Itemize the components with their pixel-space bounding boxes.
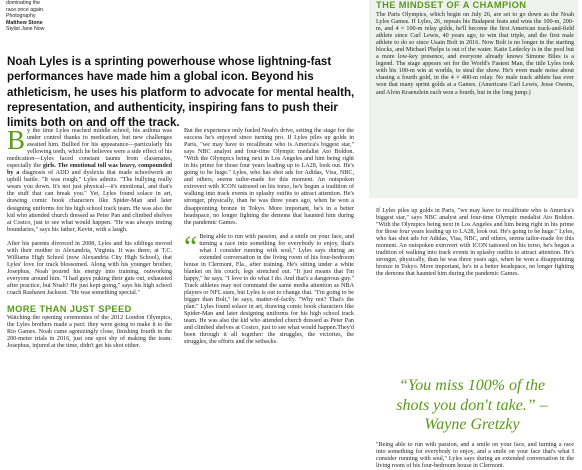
- col2-paragraph-2: [184, 229, 354, 347]
- col1-paragraph-1: [7, 125, 173, 234]
- col3-paragraph-1: If Lyles piles up golds in Paris, "we may have to recalibrate who is America's biggest star," says NBC analyst and four-time Olympic medalist Ato Boldon. "With the Olympics being next in Los Angeles and him being right in his prime for those four years leading up to LA28, look out. He's going to be huge." Lyles, who has shot ads for Adidas, Visa, NBC, and others, seems tailor-made for this moment. An outspoken extrovert with ICON tattooed on his torso, he's begun a tradition of walking into track events in splashy outfits to attract attention. He's stronger, physically, than he was three years ago, when he won a disappointing bronze in Tokyo. More important, he's in a better headspace, no longer fighting the demons that haunted him during the pandemic Games.: [376, 208, 574, 278]
- stylist-name: Stylist Jane Now: [6, 26, 45, 33]
- caption-line-2: race once again.: [6, 6, 45, 13]
- intro-paragraph: Noah Lyles is a sprinting powerhouse whose lightning-fast performances have made him a global icon. Beyond his athleticism, he uses his platform to advocate for mental health, representation, and authenticity, inspiring fans to push their limits both on and off the track.: [7, 55, 355, 130]
- col1-p1-text-b: diagnosis of ADD and dyslexia that made schoolwork an uphill battle. "It was rough," Lyles admits. "The bullying really wears you down. It's not just physical—it's emotional, and that's the stuff that can break you." Yet, Lyles found solace in art, drawing comic book characters like Spider-Man and later designing uniforms for his high school track team. He was also the kid who attended church dressed as Peter Pan and climbed shelves at Costco, just to see what would happen. "He was always testing boundaries," says his father, Kevin, with a laugh.: [7, 170, 172, 233]
- column-2: [184, 128, 354, 353]
- photo-credit: [6, 0, 126, 33]
- sidebar-title: THE MINDSET OF A CHAMPION: [376, 0, 527, 10]
- column-1: [7, 125, 173, 357]
- drop-cap: B: [7, 125, 26, 155]
- caption-line-1: dominating the: [6, 0, 41, 6]
- sidebar-body: The Paris Olympics, which begin on July 26, are set to go down as the Noah Lyles Games. If Lyles, 26, repeats his Budapest feats and wins the 100-m, 200-m, and 4 × 100-m relay golds, he'll become the first American track-and-field athlete since Carl Lewis, 40 years ago, to win that triple, and the first male athlete to do so since Usain Bolt in 2016. Now Bolt is no longer in the starting blocks, and Michael Phelps is out of the water. Katie Ledecky is in the pool but a more low-key presence, and everyone already knows Simone Biles is a legend. The stage appears set for the World's Fastest Man, the title Lyles took with his 100-m win at worlds, to steal the show. He's even made noise about chasing a fourth gold, in the 4 × 400-m relay. No male track athlete has ever won that many sprint golds at a Games. (Americans Carl Lewis, Jesse Owens, and Alvin Kraenzlein each won a fourth, but in the long jump.): [376, 12, 574, 96]
- photo-label: Photography: [6, 13, 36, 20]
- col2-p2-text: Being able to run with passion, and a smile on your face, and turning a race into something for everybody to enjoy, that's what I consider running with soul," Lyles says during an extended conversation in the living room of his four-bedroom house in Clermont, Fla., after training. He's sitting under a white blanket on his couch, legs stretched out. "It just means that I'm happy," he says. "I love to do what I do. And that's a dangerous guy." Track athletes may not command the same media attention as NBA players or NFL stars, but Lyles is out to change that. "I'm going to be bigger than Bolt," he says, matter-of-factly. "Why not? That's the plan." Lyles found solace in art, drawing comic book characters like Spider-Man and later designing uniforms for his high school track team. He was also the kid who attended church dressed as Peter Pan and climbed shelves at Costco, just to see what would happen.They'd been through it all together: the struggles, the victories, the struggles, the efforts and the setbacks.: [184, 233, 354, 346]
- subhead-more-than-speed: MORE THAN JUST SPEED: [7, 304, 132, 315]
- pull-quote-line-2: shots you don't take.” –: [396, 396, 548, 414]
- column-3: [376, 208, 574, 285]
- col1-paragraph-3: Watching the opening ceremonies of the 2012 London Olympics, the Lyles brothers made a pact: they were going to make it to the Rio Games. Noah came agonizingly close, finishing fourth in the 200-meter trials in 2016, just one spot shy of making the team. Josephus, injured at the time, didn't get his shot either.: [7, 315, 172, 350]
- col1-paragraph-2: After his parents divorced in 2008, Lyles and his siblings moved with their mother to Alexandria, Virginia. It was there, at T.C. Williams High School (now Alexandria City High School), that Lyles' love for track blossomed. Along with his younger brother, Josephus, Noah poured his energy into training, outworking everyone around him. "I had guys puking their guts out, exhausted after practice, but Noah? He just kept going," says his high school coach Rashawn Jackson. "He was something special.": [7, 240, 172, 297]
- quote-drop-cap: “: [184, 229, 198, 263]
- col1-p1-highlight: girls. The emotional toll was heavy, compounded by a: [7, 163, 172, 177]
- col2-paragraph-1: But the experience only fueled Noah's drive, setting the stage for the success he's enjoyed since turning pro. If Lyles piles up golds in Paris, "we may have to recalibrate who is America's biggest star," says NBC analyst and four-time Olympic medalist Ato Boldon. "With the Olympics being next in Los Angeles and him being right in his prime for those four years leading up to LA28, look out. He's going to be huge." Lyles, who has shot ads for Adidas, Visa, NBC, and others, seems tailor-made for this moment. An outspoken extrovert with ICON tattooed on his torso, he's begun a tradition of walking into track events in splashy outfits to attract attention. He's stronger, physically, than he was three years ago, when he won a disappointing bronze in Tokyo. More important, he's in a better headspace, no longer fighting the demons that haunted him during the pandemic Games.: [184, 128, 354, 226]
- col3-paragraph-2: "Being able to run with passion, and a smile on your face, and turning a race into something for everybody to enjoy, and a smile on your face that's what I consider running with soul," Lyles says during an extended conversation in the living room of his four-bedroom house in Clermont.: [376, 442, 574, 470]
- pull-quote-line-1: “You miss 100% of the: [398, 377, 546, 394]
- pull-quote: [368, 376, 576, 446]
- col1-p1-text-a: y the time Lyles reached middle school, his asthma was under control thanks to medication, but new challenges awaited him. Bullied for his appearance—particularly his yellowing teeth, which he believes were a side effect of his medication—Lyles faced constant taunts from classmates, especially the: [7, 128, 173, 170]
- photographer-name: Matthew Stone: [6, 19, 43, 26]
- pull-quote-author: Wayne Gretzky: [424, 416, 520, 433]
